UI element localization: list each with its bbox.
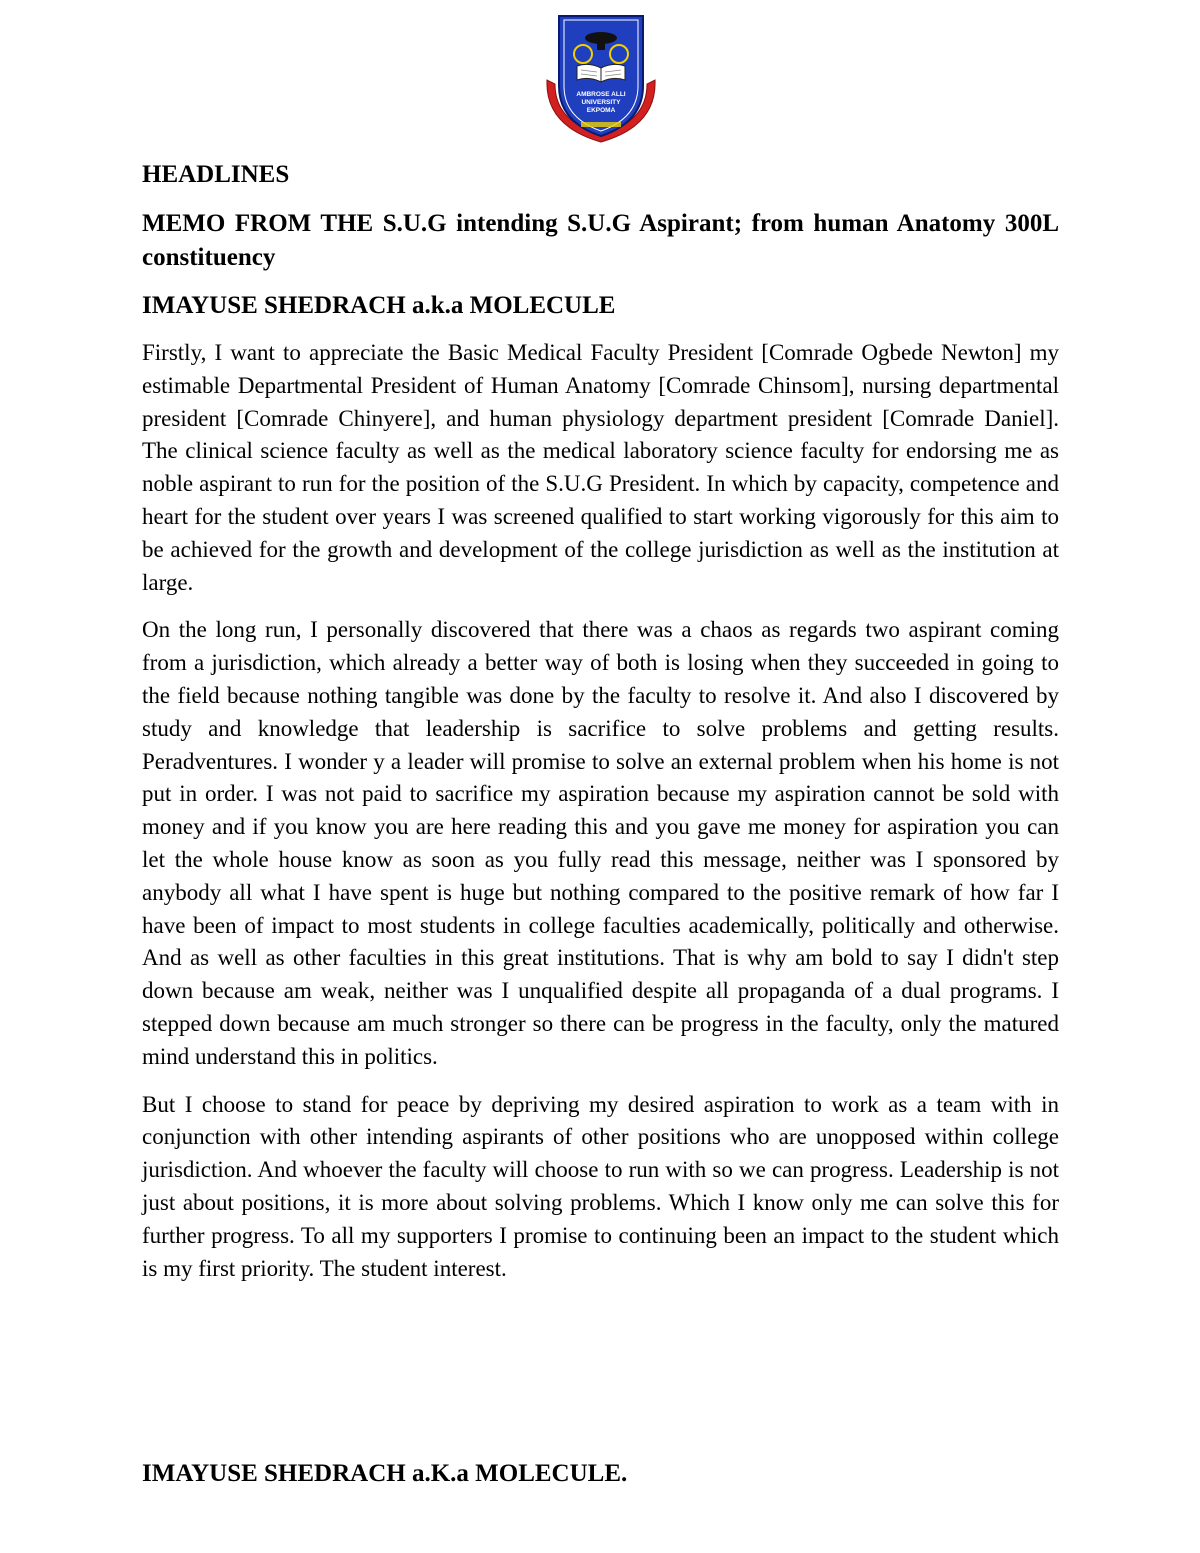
paragraph-3: But I choose to stand for peace by depriving my desired aspiration to work as a team with in conjunction with other intending aspirants of other positions who are unopposed within college jurisdiction. And whoever the faculty will choose to run with so we can progress. Leadership is not just about positions, it is more about solving problems. Which I know only me can solve this for further progress. To all my supporters I promise to continuing been an impact to the student which is my first priority. The student interest.	[142, 1091, 1059, 1281]
crest-text-line-3: EKPOMA	[586, 107, 616, 114]
memo-title: MEMO FROM THE S.U.G intending S.U.G Aspirant; from human Anatomy 300L constituency	[142, 210, 1059, 271]
headline-label: HEADLINES	[142, 161, 290, 188]
crest-icon	[543, 14, 659, 146]
author-heading: IMAYUSE SHEDRACH a.k.a MOLECULE	[142, 292, 616, 319]
crest-text-line-2: UNIVERSITY	[581, 99, 621, 106]
memo-body	[142, 158, 1059, 1300]
paragraph-1: Firstly, I want to appreciate the Basic Medical Faculty President [Comrade Ogbede Newton] my estimable Departmental President of Human Anatomy [Comrade Chinsom], nursing departmental president [Comrade Chinyere], and human physiology department president [Comrade Daniel]. The clinical science faculty as well as the medical laboratory science faculty for endorsing me as noble aspirant to run for the position of the S.U.G President. In which by capacity, competence and heart for the student over years I was screened qualified to start working vigorously for this aim to be achieved for the growth and development of the college jurisdiction as well as the institution at large.	[142, 340, 1059, 595]
university-crest-logo	[543, 14, 659, 146]
crest-text-line-1: AMBROSE ALLI	[576, 91, 626, 98]
paragraph-2: On the long run, I personally discovered that there was a chaos as regards two aspirant coming from a jurisdiction, which already a better way of both is losing when they succeeded in going to the field because nothing tangible was done by the faculty to resolve it. And also I discovered by study and knowledge that leadership is sacrifice to solve problems and getting results. Peradventures. I wonder y a leader will promise to solve an external problem when his home is not put in order. I was not paid to sacrifice my aspiration because my aspiration cannot be sold with money and if you know you are here reading this and you gave me money for aspiration you can let the whole house know as soon as you fully read this message, neither was I sponsored by anybody all what I have spent is huge but nothing compared to the positive remark of how far I have been of impact to most students in college faculties academically, politically and otherwise. And as well as other faculties in this great institutions. That is why am bold to say I didn't step down because am weak, neither was I unqualified despite all propaganda of a dual programs. I stepped down because am much stronger so there can be progress in the faculty, only the matured mind understand this in politics.	[142, 617, 1059, 1069]
signature-line: IMAYUSE SHEDRACH a.K.a MOLECULE.	[142, 1460, 628, 1487]
